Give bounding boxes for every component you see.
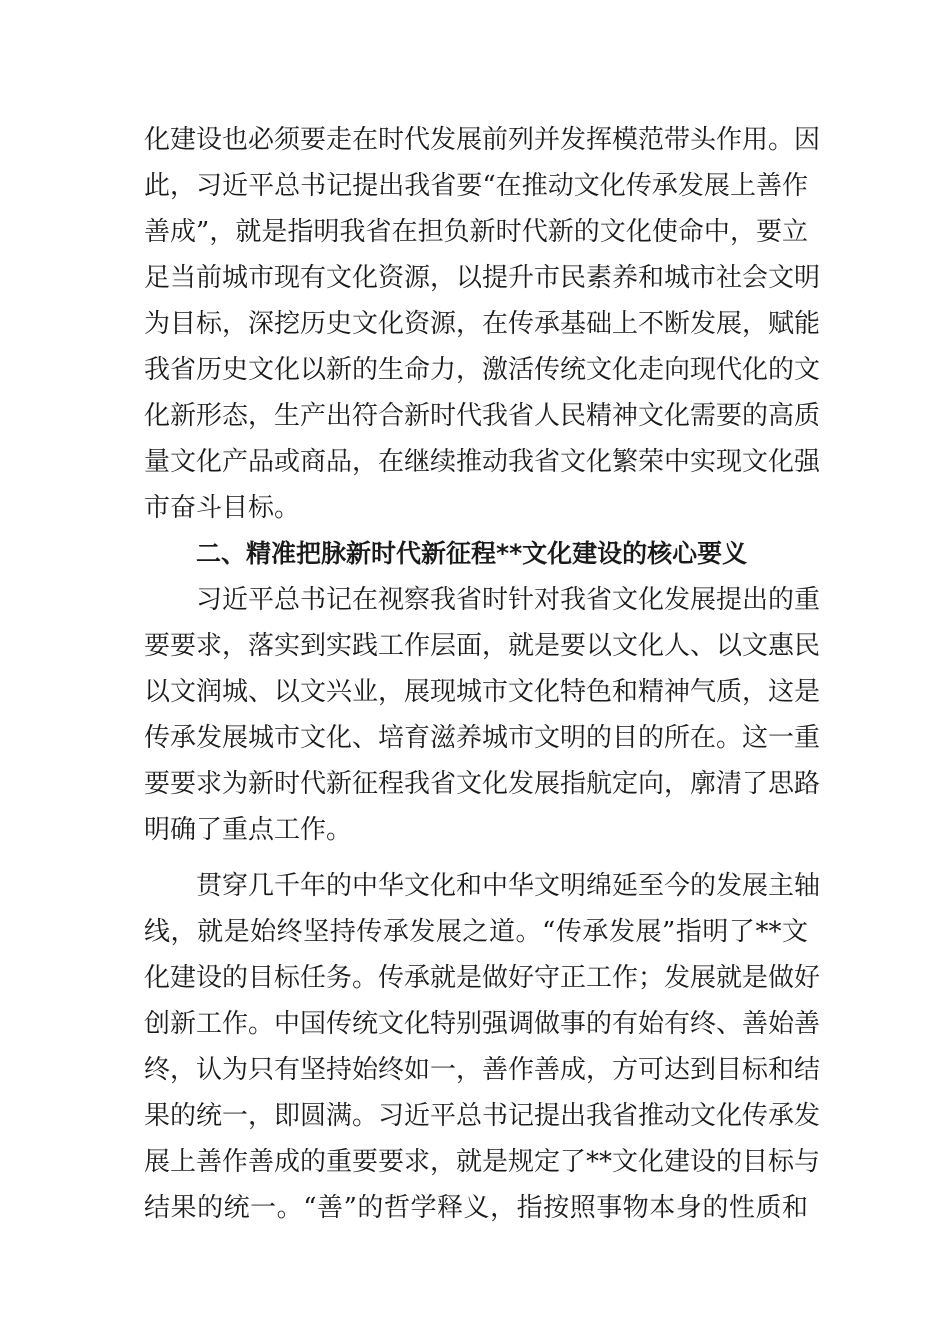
text-line: 传承发展城市文化、培育滋养城市文明的目的所在。这一重 [144, 723, 821, 753]
text-line: 习近平总书记在视察我省时针对我省文化发展提出的重 [196, 585, 821, 615]
text-line: 创新工作。中国传统文化特别强调做事的有始有终、善始善 [144, 1009, 821, 1039]
text-line: 化建设的目标任务。传承就是做好守正工作；发展就是做好 [144, 963, 821, 993]
text-line: 明确了重点工作。 [144, 815, 353, 845]
text-line: 展上善作善成的重要要求，就是规定了**文化建设的目标与 [144, 1147, 821, 1177]
text-line: 足当前城市现有文化资源，以提升市民素养和城市社会文明 [144, 263, 821, 293]
text-line: 终，认为只有坚持始终如一，善作善成，方可达到目标和结 [144, 1055, 821, 1085]
text-line: 结果的统一。“善”的哲学释义，指按照事物本身的性质和 [144, 1193, 808, 1223]
text-line: 市奋斗目标。 [144, 493, 301, 523]
text-line: 化建设也必须要走在时代发展前列并发挥模范带头作用。因 [144, 125, 821, 155]
text-line: 线，就是始终坚持传承发展之道。“传承发展”指明了**文 [144, 917, 808, 947]
text-line: 果的统一，即圆满。习近平总书记提出我省推动文化传承发 [144, 1101, 821, 1131]
text-line: 化新形态，生产出符合新时代我省人民精神文化需要的高质 [144, 401, 821, 431]
text-line: 量文化产品或商品，在继续推动我省文化繁荣中实现文化强 [144, 447, 821, 477]
text-line: 善成”，就是指明我省在担负新时代新的文化使命中，要立 [144, 217, 808, 247]
text-line: 为目标，深挖历史文化资源，在传承基础上不断发展，赋能 [144, 309, 821, 339]
text-line: 贯穿几千年的中华文化和中华文明绵延至今的发展主轴 [196, 871, 821, 901]
text-line: 以文润城、以文兴业，展现城市文化特色和精神气质，这是 [144, 677, 821, 707]
text-line: 此，习近平总书记提出我省要“在推动文化传承发展上善作 [144, 171, 808, 201]
section-heading: 二、精准把脉新时代新征程**文化建设的核心要义 [196, 539, 748, 568]
text-line: 要要求，落实到实践工作层面，就是要以文化人、以文惠民 [144, 631, 821, 661]
text-line: 要要求为新时代新征程我省文化发展指航定向，廓清了思路 [144, 769, 821, 799]
text-line: 我省历史文化以新的生命力，激活传统文化走向现代化的文 [144, 355, 821, 385]
